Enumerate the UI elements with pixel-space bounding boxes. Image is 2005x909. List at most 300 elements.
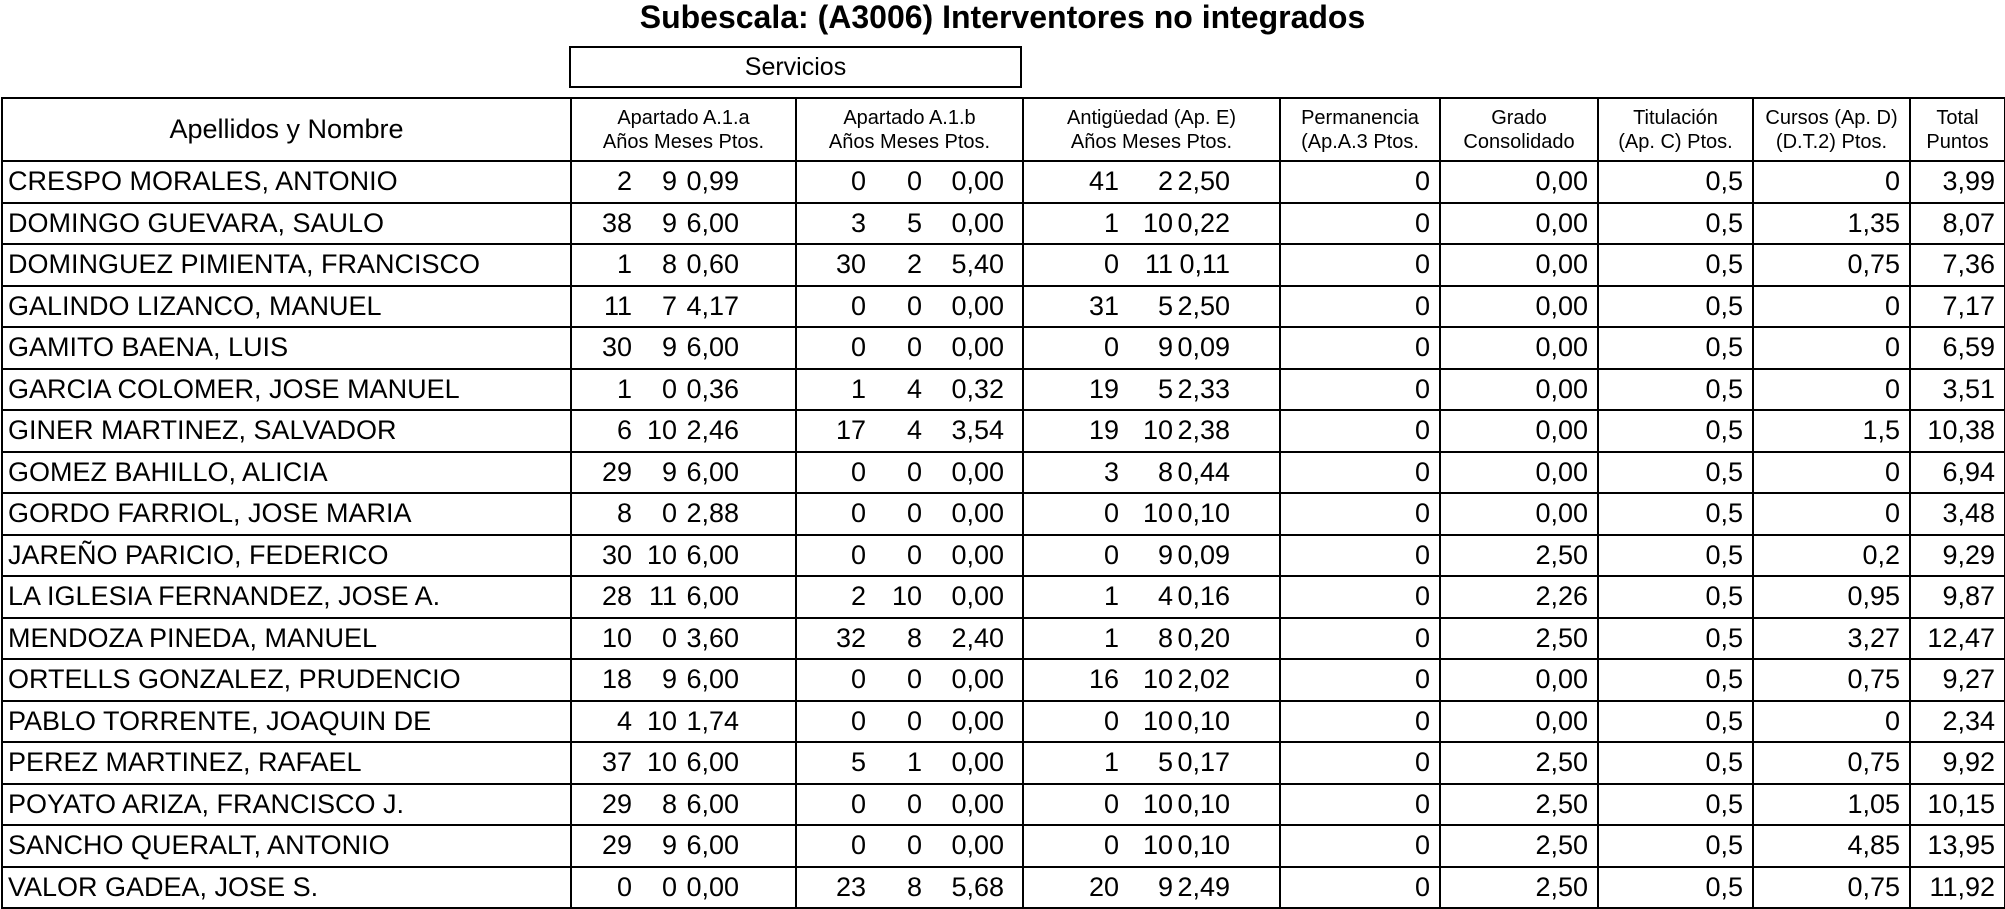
cell-grado: 2,50 <box>1440 867 1598 909</box>
cell-total: 10,38 <box>1910 410 2005 452</box>
table-row <box>2 244 2005 286</box>
cell-total: 12,47 <box>1910 618 2005 660</box>
cell-total: 11,92 <box>1910 867 2005 909</box>
cell-a1b-anos: 0 <box>850 290 866 321</box>
cell-antig-ptos: 0,10 <box>1177 830 1230 861</box>
cell-antig <box>1023 369 1280 411</box>
cell-a1b-anos: 0 <box>850 456 866 487</box>
cell-antig-ptos: 0,09 <box>1177 332 1230 363</box>
table-row <box>2 161 2005 203</box>
cell-a1a-ptos: 6,00 <box>686 664 739 695</box>
cell-antig-ptos: 0,17 <box>1177 747 1230 778</box>
cell-a1b <box>796 701 1023 743</box>
cell-antig-meses: 10 <box>1142 830 1173 861</box>
cell-antig-meses: 10 <box>1142 705 1173 736</box>
cell-antig <box>1023 410 1280 452</box>
cell-cursos: 1,35 <box>1753 203 1910 245</box>
cell-a1b-ptos: 5,40 <box>951 249 1004 280</box>
cell-a1b-anos: 2 <box>850 581 866 612</box>
cell-antig <box>1023 659 1280 701</box>
cell-a1a <box>571 576 796 618</box>
cell-a1a-anos: 8 <box>616 498 632 529</box>
cell-antig <box>1023 535 1280 577</box>
table-row <box>2 701 2005 743</box>
cell-total: 3,48 <box>1910 493 2005 535</box>
cell-name: DOMINGO GUEVARA, SAULO <box>2 203 571 245</box>
cell-cursos: 0 <box>1753 327 1910 369</box>
cell-cursos: 0 <box>1753 452 1910 494</box>
cell-cursos: 0,75 <box>1753 244 1910 286</box>
cell-name: VALOR GADEA, JOSE S. <box>2 867 571 909</box>
col-header-a1b: Apartado A.1.b Años Meses Ptos. <box>796 98 1023 161</box>
cell-perm: 0 <box>1280 701 1440 743</box>
cell-tit: 0,5 <box>1598 701 1753 743</box>
cell-grado: 0,00 <box>1440 410 1598 452</box>
cell-total: 6,94 <box>1910 452 2005 494</box>
cell-a1b-ptos: 0,00 <box>951 498 1004 529</box>
cell-total: 9,87 <box>1910 576 2005 618</box>
cell-a1b-anos: 0 <box>850 166 866 197</box>
cell-a1a-ptos: 2,46 <box>686 415 739 446</box>
col-header-name: Apellidos y Nombre <box>2 98 571 161</box>
cell-antig-anos: 19 <box>1088 415 1119 446</box>
cell-total: 7,17 <box>1910 286 2005 328</box>
cell-a1a <box>571 493 796 535</box>
cell-name: SANCHO QUERALT, ANTONIO <box>2 825 571 867</box>
cell-perm: 0 <box>1280 825 1440 867</box>
cell-total: 9,92 <box>1910 742 2005 784</box>
cell-a1b <box>796 286 1023 328</box>
cell-a1a-meses: 8 <box>661 249 677 280</box>
cell-name: GINER MARTINEZ, SALVADOR <box>2 410 571 452</box>
cell-name: LA IGLESIA FERNANDEZ, JOSE A. <box>2 576 571 618</box>
cell-tit: 0,5 <box>1598 867 1753 909</box>
cell-antig-ptos: 0,10 <box>1177 498 1230 529</box>
cell-perm: 0 <box>1280 286 1440 328</box>
cell-total: 9,27 <box>1910 659 2005 701</box>
cell-a1b <box>796 369 1023 411</box>
cell-a1b <box>796 867 1023 909</box>
table-row <box>2 659 2005 701</box>
cell-a1a-meses: 0 <box>661 871 677 902</box>
cell-a1b-ptos: 0,00 <box>951 788 1004 819</box>
cell-antig-anos: 19 <box>1088 373 1119 404</box>
cell-a1a-ptos: 0,36 <box>686 373 739 404</box>
cell-a1a-meses: 9 <box>661 664 677 695</box>
cell-a1b-meses: 8 <box>906 871 922 902</box>
cell-a1b-meses: 0 <box>906 332 922 363</box>
cell-cursos: 0,95 <box>1753 576 1910 618</box>
cell-a1b-meses: 4 <box>906 373 922 404</box>
cell-antig-anos: 0 <box>1103 249 1119 280</box>
cell-antig-ptos: 0,44 <box>1177 456 1230 487</box>
cell-antig-ptos: 0,11 <box>1179 249 1230 280</box>
cell-a1b-ptos: 0,00 <box>951 456 1004 487</box>
cell-a1a-anos: 10 <box>601 622 632 653</box>
cell-grado: 2,50 <box>1440 784 1598 826</box>
cell-antig-anos: 0 <box>1103 332 1119 363</box>
cell-a1b <box>796 659 1023 701</box>
cell-antig-ptos: 2,33 <box>1177 373 1230 404</box>
cell-a1a <box>571 784 796 826</box>
cell-antig-meses: 11 <box>1144 249 1173 280</box>
cell-name: DOMINGUEZ PIMIENTA, FRANCISCO <box>2 244 571 286</box>
cell-cursos: 0,2 <box>1753 535 1910 577</box>
cell-a1a-anos: 4 <box>616 705 632 736</box>
cell-tit: 0,5 <box>1598 784 1753 826</box>
cell-a1a <box>571 410 796 452</box>
cell-tit: 0,5 <box>1598 369 1753 411</box>
cell-cursos: 1,05 <box>1753 784 1910 826</box>
col-header-antiguedad: Antigüedad (Ap. E) Años Meses Ptos. <box>1023 98 1280 161</box>
cell-antig-anos: 16 <box>1088 664 1119 695</box>
cell-cursos: 1,5 <box>1753 410 1910 452</box>
cell-antig-meses: 2 <box>1157 166 1173 197</box>
cell-antig-anos: 1 <box>1103 622 1119 653</box>
cell-perm: 0 <box>1280 867 1440 909</box>
cell-antig <box>1023 161 1280 203</box>
cell-grado: 0,00 <box>1440 244 1598 286</box>
cell-a1b <box>796 327 1023 369</box>
cell-antig-ptos: 0,09 <box>1177 539 1230 570</box>
cell-cursos: 0,75 <box>1753 659 1910 701</box>
cell-a1a-ptos: 6,00 <box>686 456 739 487</box>
cell-tit: 0,5 <box>1598 452 1753 494</box>
cell-a1a <box>571 203 796 245</box>
scores-table <box>1 97 2005 909</box>
cell-a1b-ptos: 0,00 <box>951 581 1004 612</box>
cell-antig-anos: 1 <box>1103 581 1119 612</box>
cell-name: JAREÑO PARICIO, FEDERICO <box>2 535 571 577</box>
cell-a1b-anos: 17 <box>835 415 866 446</box>
cell-a1a-meses: 10 <box>646 705 677 736</box>
cell-a1a-anos: 37 <box>601 747 632 778</box>
cell-grado: 0,00 <box>1440 161 1598 203</box>
cell-name: PEREZ MARTINEZ, RAFAEL <box>2 742 571 784</box>
table-row <box>2 576 2005 618</box>
cell-antig-ptos: 2,50 <box>1177 166 1230 197</box>
cell-a1b-anos: 0 <box>850 830 866 861</box>
cell-antig <box>1023 493 1280 535</box>
table-row <box>2 784 2005 826</box>
cell-tit: 0,5 <box>1598 825 1753 867</box>
cell-a1b-meses: 0 <box>906 456 922 487</box>
cell-total: 8,07 <box>1910 203 2005 245</box>
cell-tit: 0,5 <box>1598 618 1753 660</box>
cell-grado: 2,50 <box>1440 742 1598 784</box>
cell-cursos: 0 <box>1753 286 1910 328</box>
cell-grado: 0,00 <box>1440 452 1598 494</box>
cell-total: 7,36 <box>1910 244 2005 286</box>
cell-grado: 2,26 <box>1440 576 1598 618</box>
cell-a1b-anos: 5 <box>850 747 866 778</box>
cell-a1b-ptos: 0,32 <box>951 373 1004 404</box>
cell-a1b <box>796 410 1023 452</box>
cell-antig-anos: 3 <box>1103 456 1119 487</box>
cell-antig-meses: 4 <box>1157 581 1173 612</box>
cell-a1b-meses: 0 <box>906 830 922 861</box>
cell-a1a <box>571 327 796 369</box>
cell-a1b-anos: 0 <box>850 705 866 736</box>
cell-a1a-ptos: 0,60 <box>686 249 739 280</box>
cell-a1b <box>796 203 1023 245</box>
cell-a1b-ptos: 0,00 <box>951 705 1004 736</box>
cell-a1a-anos: 2 <box>616 166 632 197</box>
cell-a1a-meses: 0 <box>661 498 677 529</box>
cell-a1b-anos: 23 <box>835 871 866 902</box>
cell-antig-ptos: 0,10 <box>1177 705 1230 736</box>
cell-a1a-anos: 28 <box>601 581 632 612</box>
cell-tit: 0,5 <box>1598 576 1753 618</box>
cell-tit: 0,5 <box>1598 410 1753 452</box>
cell-grado: 2,50 <box>1440 535 1598 577</box>
cell-name: GAMITO BAENA, LUIS <box>2 327 571 369</box>
cell-tit: 0,5 <box>1598 493 1753 535</box>
cell-a1a <box>571 867 796 909</box>
cell-cursos: 0,75 <box>1753 742 1910 784</box>
cell-antig-anos: 0 <box>1103 539 1119 570</box>
cell-tit: 0,5 <box>1598 161 1753 203</box>
cell-name: GOMEZ BAHILLO, ALICIA <box>2 452 571 494</box>
cell-a1b-meses: 0 <box>906 788 922 819</box>
table-row <box>2 493 2005 535</box>
cell-antig <box>1023 742 1280 784</box>
cell-a1a-meses: 7 <box>661 290 677 321</box>
cell-a1a <box>571 825 796 867</box>
cell-grado: 0,00 <box>1440 327 1598 369</box>
cell-antig-meses: 10 <box>1142 664 1173 695</box>
cell-a1b-meses: 0 <box>906 498 922 529</box>
cell-a1a <box>571 659 796 701</box>
cell-a1a-meses: 0 <box>661 373 677 404</box>
cell-a1a-meses: 9 <box>661 332 677 363</box>
cell-a1b-ptos: 0,00 <box>951 166 1004 197</box>
table-row <box>2 369 2005 411</box>
cell-a1a-ptos: 6,00 <box>686 539 739 570</box>
cell-a1b-ptos: 2,40 <box>951 622 1004 653</box>
cell-a1b-anos: 0 <box>850 664 866 695</box>
cell-antig-meses: 5 <box>1157 373 1173 404</box>
cell-antig <box>1023 701 1280 743</box>
cell-a1a-ptos: 1,74 <box>686 705 739 736</box>
cell-perm: 0 <box>1280 161 1440 203</box>
cell-antig-anos: 0 <box>1103 498 1119 529</box>
cell-antig <box>1023 825 1280 867</box>
cell-a1a-meses: 9 <box>661 830 677 861</box>
cell-a1b-anos: 1 <box>850 373 866 404</box>
cell-perm: 0 <box>1280 576 1440 618</box>
cell-a1b-ptos: 0,00 <box>951 830 1004 861</box>
cell-antig <box>1023 576 1280 618</box>
table-row <box>2 286 2005 328</box>
cell-a1b-meses: 0 <box>906 166 922 197</box>
cell-antig-meses: 10 <box>1142 498 1173 529</box>
cell-a1b-ptos: 0,00 <box>951 747 1004 778</box>
cell-a1a <box>571 286 796 328</box>
cell-name: PABLO TORRENTE, JOAQUIN DE <box>2 701 571 743</box>
table-row <box>2 203 2005 245</box>
cell-a1a-anos: 18 <box>601 664 632 695</box>
cell-antig <box>1023 867 1280 909</box>
cell-antig-ptos: 2,50 <box>1177 290 1230 321</box>
cell-grado: 2,50 <box>1440 618 1598 660</box>
table-row <box>2 618 2005 660</box>
cell-a1b <box>796 784 1023 826</box>
cell-perm: 0 <box>1280 535 1440 577</box>
cell-perm: 0 <box>1280 742 1440 784</box>
cell-antig-meses: 10 <box>1142 415 1173 446</box>
cell-cursos: 0 <box>1753 369 1910 411</box>
cell-antig-anos: 1 <box>1103 207 1119 238</box>
cell-a1a-anos: 11 <box>603 290 632 321</box>
col-header-titulacion: Titulación (Ap. C) Ptos. <box>1598 98 1753 161</box>
cell-cursos: 0 <box>1753 701 1910 743</box>
cell-a1b-ptos: 0,00 <box>951 332 1004 363</box>
cell-antig-ptos: 0,10 <box>1177 788 1230 819</box>
cell-perm: 0 <box>1280 659 1440 701</box>
cell-a1b-meses: 1 <box>906 747 922 778</box>
cell-a1a <box>571 535 796 577</box>
cell-antig <box>1023 452 1280 494</box>
cell-perm: 0 <box>1280 203 1440 245</box>
cell-perm: 0 <box>1280 244 1440 286</box>
cell-antig-anos: 31 <box>1088 290 1119 321</box>
cell-grado: 0,00 <box>1440 493 1598 535</box>
cell-a1b-ptos: 5,68 <box>951 871 1004 902</box>
cell-antig-ptos: 0,20 <box>1177 622 1230 653</box>
cell-a1b-meses: 5 <box>906 207 922 238</box>
cell-tit: 0,5 <box>1598 659 1753 701</box>
cell-a1a <box>571 161 796 203</box>
cell-antig-ptos: 2,02 <box>1177 664 1230 695</box>
cell-total: 9,29 <box>1910 535 2005 577</box>
cell-antig-meses: 8 <box>1157 622 1173 653</box>
cell-cursos: 0 <box>1753 493 1910 535</box>
cell-a1a <box>571 742 796 784</box>
cell-antig-meses: 9 <box>1157 539 1173 570</box>
cell-grado: 0,00 <box>1440 369 1598 411</box>
table-row <box>2 327 2005 369</box>
cell-perm: 0 <box>1280 452 1440 494</box>
cell-a1a <box>571 369 796 411</box>
cell-a1a-anos: 1 <box>616 249 632 280</box>
cell-tit: 0,5 <box>1598 327 1753 369</box>
cell-a1a-meses: 11 <box>648 581 677 612</box>
cell-a1b <box>796 618 1023 660</box>
cell-cursos: 4,85 <box>1753 825 1910 867</box>
cell-a1a-meses: 10 <box>646 747 677 778</box>
cell-a1b-anos: 0 <box>850 788 866 819</box>
table-header-row <box>2 98 2005 161</box>
cell-a1b <box>796 825 1023 867</box>
cell-perm: 0 <box>1280 369 1440 411</box>
cell-tit: 0,5 <box>1598 244 1753 286</box>
cell-a1b-meses: 4 <box>906 415 922 446</box>
cell-name: CRESPO MORALES, ANTONIO <box>2 161 571 203</box>
cell-antig <box>1023 203 1280 245</box>
cell-total: 3,51 <box>1910 369 2005 411</box>
cell-antig-ptos: 2,49 <box>1177 871 1230 902</box>
table-row <box>2 452 2005 494</box>
cell-a1b-anos: 32 <box>835 622 866 653</box>
cell-antig-meses: 8 <box>1157 456 1173 487</box>
cell-cursos: 0 <box>1753 161 1910 203</box>
cell-tit: 0,5 <box>1598 203 1753 245</box>
cell-a1a-ptos: 6,00 <box>686 581 739 612</box>
cell-a1a-anos: 29 <box>601 456 632 487</box>
cell-perm: 0 <box>1280 618 1440 660</box>
col-header-cursos: Cursos (Ap. D) (D.T.2) Ptos. <box>1753 98 1910 161</box>
cell-antig-anos: 1 <box>1103 747 1119 778</box>
cell-a1b <box>796 535 1023 577</box>
table-row <box>2 825 2005 867</box>
cell-a1a-meses: 9 <box>661 207 677 238</box>
cell-a1b-ptos: 0,00 <box>951 207 1004 238</box>
cell-a1a-ptos: 6,00 <box>686 747 739 778</box>
cell-a1a-ptos: 3,60 <box>686 622 739 653</box>
col-header-grado: Grado Consolidado <box>1440 98 1598 161</box>
cell-tit: 0,5 <box>1598 742 1753 784</box>
cell-tit: 0,5 <box>1598 535 1753 577</box>
cell-antig-anos: 20 <box>1088 871 1119 902</box>
table-row <box>2 410 2005 452</box>
cell-a1b-ptos: 0,00 <box>951 664 1004 695</box>
cell-antig-anos: 0 <box>1103 705 1119 736</box>
cell-a1a-anos: 6 <box>616 415 632 446</box>
cell-a1b <box>796 742 1023 784</box>
cell-antig-meses: 5 <box>1157 747 1173 778</box>
cell-a1a-anos: 0 <box>616 871 632 902</box>
cell-a1b-meses: 8 <box>906 622 922 653</box>
cell-perm: 0 <box>1280 410 1440 452</box>
cell-antig-ptos: 0,22 <box>1177 207 1230 238</box>
cell-a1b-meses: 0 <box>906 539 922 570</box>
cell-a1a-ptos: 0,00 <box>686 871 739 902</box>
cell-total: 13,95 <box>1910 825 2005 867</box>
cell-a1a-anos: 1 <box>616 373 632 404</box>
cell-grado: 0,00 <box>1440 286 1598 328</box>
cell-a1a-meses: 9 <box>661 166 677 197</box>
cell-a1a-ptos: 4,17 <box>686 290 739 321</box>
cell-a1b-anos: 30 <box>835 249 866 280</box>
cell-perm: 0 <box>1280 493 1440 535</box>
services-group-header: Servicios <box>569 46 1022 88</box>
cell-antig <box>1023 244 1280 286</box>
cell-cursos: 3,27 <box>1753 618 1910 660</box>
cell-a1a-anos: 30 <box>601 539 632 570</box>
cell-a1a-anos: 29 <box>601 788 632 819</box>
cell-name: GARCIA COLOMER, JOSE MANUEL <box>2 369 571 411</box>
cell-a1a-ptos: 6,00 <box>686 830 739 861</box>
cell-antig <box>1023 286 1280 328</box>
cell-a1a-ptos: 2,88 <box>686 498 739 529</box>
cell-name: POYATO ARIZA, FRANCISCO J. <box>2 784 571 826</box>
cell-a1b-ptos: 0,00 <box>951 290 1004 321</box>
cell-a1a <box>571 701 796 743</box>
cell-a1b-meses: 0 <box>906 705 922 736</box>
cell-a1b-ptos: 3,54 <box>951 415 1004 446</box>
cell-grado: 0,00 <box>1440 701 1598 743</box>
cell-a1b-anos: 0 <box>850 332 866 363</box>
cell-total: 10,15 <box>1910 784 2005 826</box>
cell-grado: 0,00 <box>1440 203 1598 245</box>
cell-a1b <box>796 576 1023 618</box>
cell-a1b-anos: 3 <box>850 207 866 238</box>
cell-antig-ptos: 2,38 <box>1177 415 1230 446</box>
cell-a1b-meses: 0 <box>906 664 922 695</box>
cell-total: 6,59 <box>1910 327 2005 369</box>
cell-a1a-anos: 29 <box>601 830 632 861</box>
